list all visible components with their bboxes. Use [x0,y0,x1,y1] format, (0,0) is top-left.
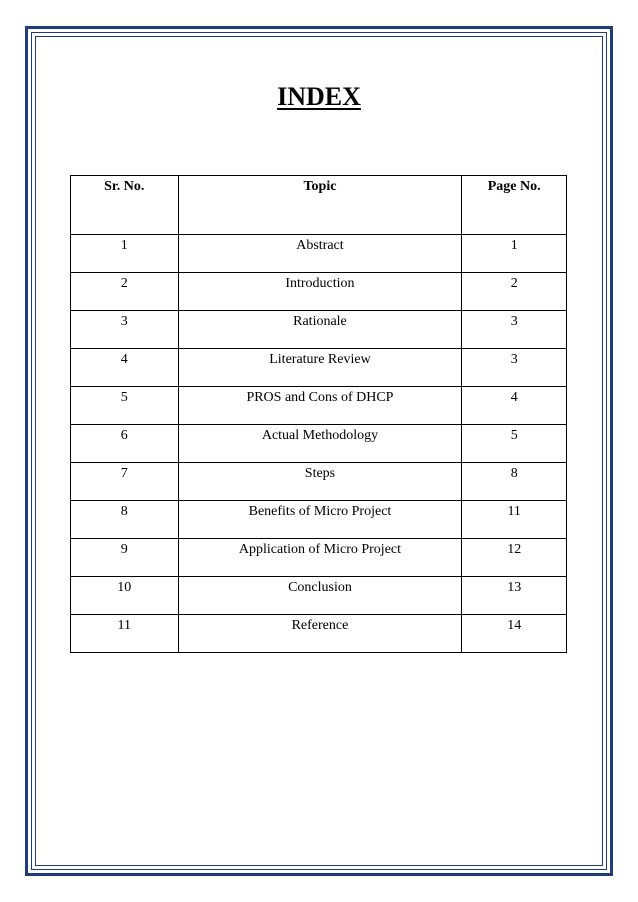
cell-page-no: 8 [462,463,567,501]
cell-topic: PROS and Cons of DHCP [178,387,462,425]
header-topic: Topic [178,176,462,235]
cell-sr-no: 6 [71,425,179,463]
cell-page-no: 2 [462,273,567,311]
cell-sr-no: 4 [71,349,179,387]
cell-topic: Benefits of Micro Project [178,501,462,539]
cell-page-no: 14 [462,615,567,653]
table-row [71,235,567,273]
cell-page-no: 12 [462,539,567,577]
table-header-row [71,176,567,235]
cell-topic: Steps [178,463,462,501]
header-page-no: Page No. [462,176,567,235]
cell-sr-no: 9 [71,539,179,577]
cell-sr-no: 10 [71,577,179,615]
cell-page-no: 3 [462,349,567,387]
cell-topic: Rationale [178,311,462,349]
cell-topic: Introduction [178,273,462,311]
table-row [71,425,567,463]
table-row [71,501,567,539]
cell-page-no: 1 [462,235,567,273]
page-title: INDEX [277,82,361,111]
header-sr-no: Sr. No. [71,176,179,235]
cell-page-no: 4 [462,387,567,425]
table-row [71,539,567,577]
cell-sr-no: 2 [71,273,179,311]
cell-sr-no: 11 [71,615,179,653]
cell-topic: Reference [178,615,462,653]
cell-sr-no: 7 [71,463,179,501]
table-row [71,349,567,387]
table-row [71,463,567,501]
cell-page-no: 13 [462,577,567,615]
cell-topic: Application of Micro Project [178,539,462,577]
cell-page-no: 5 [462,425,567,463]
cell-sr-no: 8 [71,501,179,539]
cell-sr-no: 5 [71,387,179,425]
cell-page-no: 11 [462,501,567,539]
cell-topic: Literature Review [178,349,462,387]
index-table [70,175,567,653]
table-row [71,577,567,615]
table-row [71,387,567,425]
cell-topic: Abstract [178,235,462,273]
cell-topic: Conclusion [178,577,462,615]
table-row [71,273,567,311]
table-row [71,311,567,349]
table-row [71,615,567,653]
cell-sr-no: 3 [71,311,179,349]
cell-page-no: 3 [462,311,567,349]
cell-sr-no: 1 [71,235,179,273]
cell-topic: Actual Methodology [178,425,462,463]
